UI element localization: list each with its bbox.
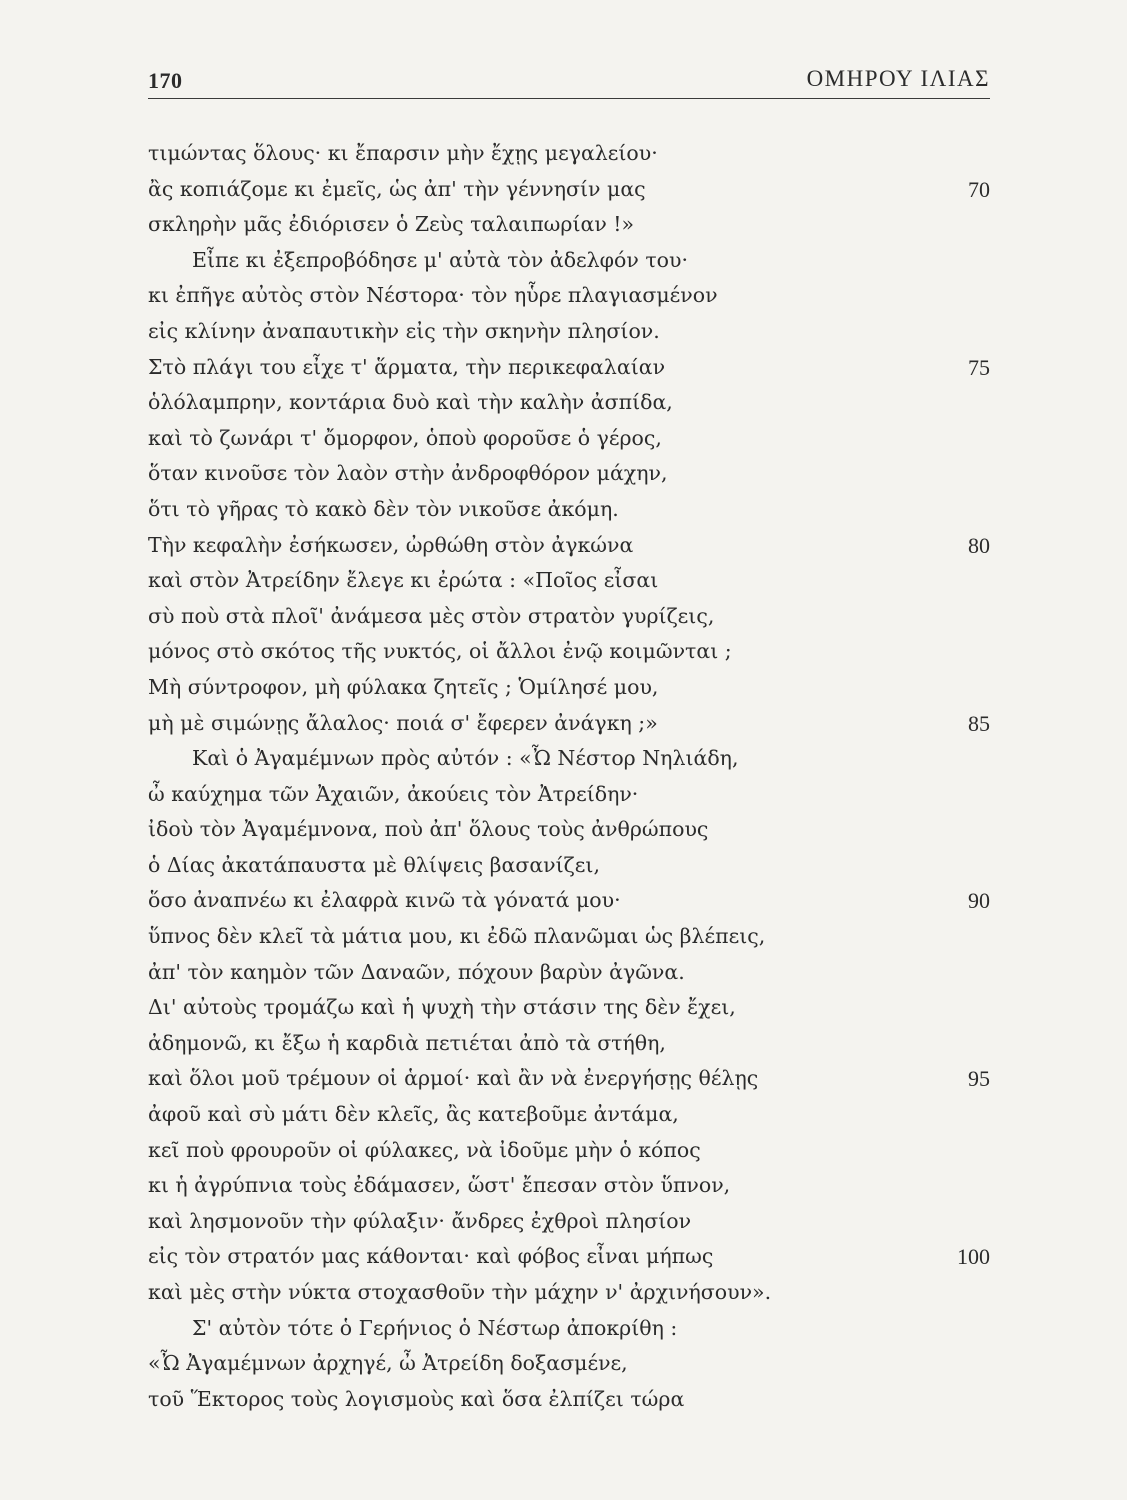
verse-line: [148, 492, 990, 528]
verse-text: μόνος στὸ σκότος τῆς νυκτός, οἱ ἄλλοι ἐνῷ κοιμῶνται ;: [148, 639, 732, 664]
verse-text: Τὴν κεφαλὴν ἐσήκωσεν, ὠρθώθη στὸν ἀγκώνα: [148, 532, 634, 557]
verse-text: Εἶπε κι ἐξεπροβόδησε μ' αὐτὰ τὸν ἀδελφόν του·: [192, 247, 688, 272]
verse-line: [148, 919, 990, 955]
line-number: 90: [968, 888, 990, 914]
line-number: 70: [968, 176, 990, 202]
verse-line: [148, 1382, 990, 1418]
verse-line: [148, 1346, 990, 1382]
verse-line: [148, 1133, 990, 1169]
verse-text: σὺ ποὺ στὰ πλοῖ' ἀνάμεσα μὲς στὸν στρατὸν γυρίζεις,: [148, 603, 715, 628]
verse-line: [148, 883, 990, 919]
verse-text: Μὴ σύντροφον, μὴ φύλακα ζητεῖς ; Ὁμίλησέ μου,: [148, 674, 659, 699]
verse-line: [148, 172, 990, 208]
verse-line: [148, 955, 990, 991]
verse-text: τιμώντας ὅλους· κι ἔπαρσιν μὴν ἔχῃς μεγαλείου·: [148, 141, 658, 165]
verse-text: Καὶ ὁ Ἀγαμέμνων πρὸς αὐτόν : «Ὦ Νέστορ Νηλιάδη,: [192, 746, 739, 771]
page-number: 170: [148, 68, 183, 93]
verse-line: [148, 1168, 990, 1204]
verse-line: [148, 812, 990, 848]
verse-line: [148, 990, 990, 1026]
verse-text: καὶ ὅλοι μοῦ τρέμουν οἱ ἁρμοί· καὶ ἂν νὰ ἐνεργήσῃς θέλῃς: [148, 1066, 759, 1091]
verse-text: «Ὦ Ἀγαμέμνων ἀρχηγέ, ὦ Ἀτρείδη δοξασμένε,: [148, 1351, 628, 1376]
verse-text: ὅταν κινοῦσε τὸν λαὸν στὴν ἀνδροφθόρον μάχην,: [148, 461, 668, 486]
verse-line: [148, 350, 990, 386]
verse-text: κεῖ ποὺ φρουροῦν οἱ φύλακες, νὰ ἰδοῦμε μὴν ὁ κόπος: [148, 1137, 701, 1162]
verse-text: ὦ καύχημα τῶν Ἀχαιῶν, ἀκούεις τὸν Ἀτρείδην·: [148, 781, 639, 806]
verse-line: [148, 456, 990, 492]
verse-text: ἰδοὺ τὸν Ἀγαμέμνονα, ποὺ ἀπ' ὅλους τοὺς ἀνθρώπους: [148, 817, 709, 842]
verse-line: [148, 314, 990, 350]
verse-line: [148, 1239, 990, 1275]
verse-text: εἰς κλίνην ἀναπαυτικὴν εἰς τὴν σκηνὴν πλησίον.: [148, 318, 660, 343]
verse-text: Δι' αὐτοὺς τρομάζω καὶ ἡ ψυχὴ τὴν στάσιν της δὲν ἔχει,: [148, 995, 736, 1020]
header-rule: [148, 98, 990, 99]
verse-text: κι ἡ ἀγρύπνια τοὺς ἐδάμασεν, ὥστ' ἔπεσαν στὸν ὕπνον,: [148, 1173, 731, 1198]
verse-line: [148, 599, 990, 635]
verse-line: [148, 670, 990, 706]
verse-block: [148, 136, 990, 1417]
verse-line: [148, 278, 990, 314]
verse-line: [148, 563, 990, 599]
verse-line: [148, 243, 990, 279]
verse-line: [148, 385, 990, 421]
verse-text: Σ' αὐτὸν τότε ὁ Γερήνιος ὁ Νέστωρ ἀποκρίθη :: [192, 1315, 678, 1340]
verse-line: [148, 1311, 990, 1347]
verse-text: κι ἐπῆγε αὐτὸς στὸν Νέστορα· τὸν ηὗρε πλαγιασμένον: [148, 283, 718, 308]
verse-text: ἂς κοπιάζομε κι ἐμεῖς, ὡς ἀπ' τὴν γέννησίν μας: [148, 176, 646, 201]
verse-line: [148, 136, 990, 172]
verse-line: [148, 421, 990, 457]
verse-text: καὶ τὸ ζωνάρι τ' ὄμορφον, ὁποὺ φοροῦσε ὁ γέρος,: [148, 425, 662, 450]
verse-text: ὁ Δίας ἀκατάπαυστα μὲ θλίψεις βασανίζει,: [148, 852, 600, 877]
verse-line: [148, 1097, 990, 1133]
page-header: [148, 62, 990, 98]
verse-text: μὴ μὲ σιμώνῃς ἄλαλος· ποιά σ' ἔφερεν ἀνάγκη ;»: [148, 710, 658, 735]
verse-text: εἰς τὸν στρατόν μας κάθονται· καὶ φόβος εἶναι μήπως: [148, 1244, 714, 1269]
line-number: 85: [968, 710, 990, 736]
line-number: 100: [957, 1244, 990, 1270]
verse-line: [148, 741, 990, 777]
verse-text: ἀπ' τὸν καημὸν τῶν Δαναῶν, πόχουν βαρὺν ἀγῶνα.: [148, 959, 685, 984]
verse-text: ὕπνος δὲν κλεῖ τὰ μάτια μου, κι ἐδῶ πλανῶμαι ὡς βλέπεις,: [148, 924, 766, 949]
verse-text: καὶ μὲς στὴν νύκτα στοχασθοῦν τὴν μάχην ν' ἀρχινήσουν».: [148, 1280, 772, 1304]
line-number: 95: [968, 1066, 990, 1092]
line-number: 80: [968, 532, 990, 558]
verse-text: σκληρὴν μᾶς ἐδιόρισεν ὁ Ζεὺς ταλαιπωρίαν !»: [148, 212, 635, 237]
verse-line: [148, 528, 990, 564]
verse-text: Στὸ πλάγι του εἶχε τ' ἅρματα, τὴν περικεφαλαίαν: [148, 354, 666, 379]
verse-line: [148, 1061, 990, 1097]
verse-text: ὅτι τὸ γῆρας τὸ κακὸ δὲν τὸν νικοῦσε ἀκόμη.: [148, 496, 619, 521]
verse-text: ἀφοῦ καὶ σὺ μάτι δὲν κλεῖς, ἂς κατεβοῦμε ἀντάμα,: [148, 1102, 679, 1127]
verse-text: ὅσο ἀναπνέω κι ἐλαφρὰ κινῶ τὰ γόνατά μου·: [148, 888, 621, 913]
verse-text: τοῦ Ἕκτορος τοὺς λογισμοὺς καὶ ὅσα ἐλπίζει τώρα: [148, 1386, 685, 1411]
verse-text: καὶ λησμονοῦν τὴν φύλαξιν· ἄνδρες ἐχθροὶ πλησίον: [148, 1208, 692, 1233]
line-number: 75: [968, 354, 990, 380]
running-title: ΟΜΗΡΟΥ ΙΛΙΑΣ: [806, 66, 990, 91]
verse-line: [148, 848, 990, 884]
verse-line: [148, 1204, 990, 1240]
verse-line: [148, 777, 990, 813]
verse-line: [148, 1275, 990, 1311]
verse-text: ἀδημονῶ, κι ἔξω ἡ καρδιὰ πετιέται ἀπὸ τὰ στήθη,: [148, 1030, 666, 1055]
verse-text: ὁλόλαμπρην, κοντάρια δυὸ καὶ τὴν καλὴν ἀσπίδα,: [148, 390, 673, 415]
verse-text: καὶ στὸν Ἀτρείδην ἔλεγε κι ἐρώτα : «Ποῖος εἶσαι: [148, 568, 659, 593]
verse-line: [148, 207, 990, 243]
verse-line: [148, 1026, 990, 1062]
verse-line: [148, 634, 990, 670]
verse-line: [148, 706, 990, 742]
